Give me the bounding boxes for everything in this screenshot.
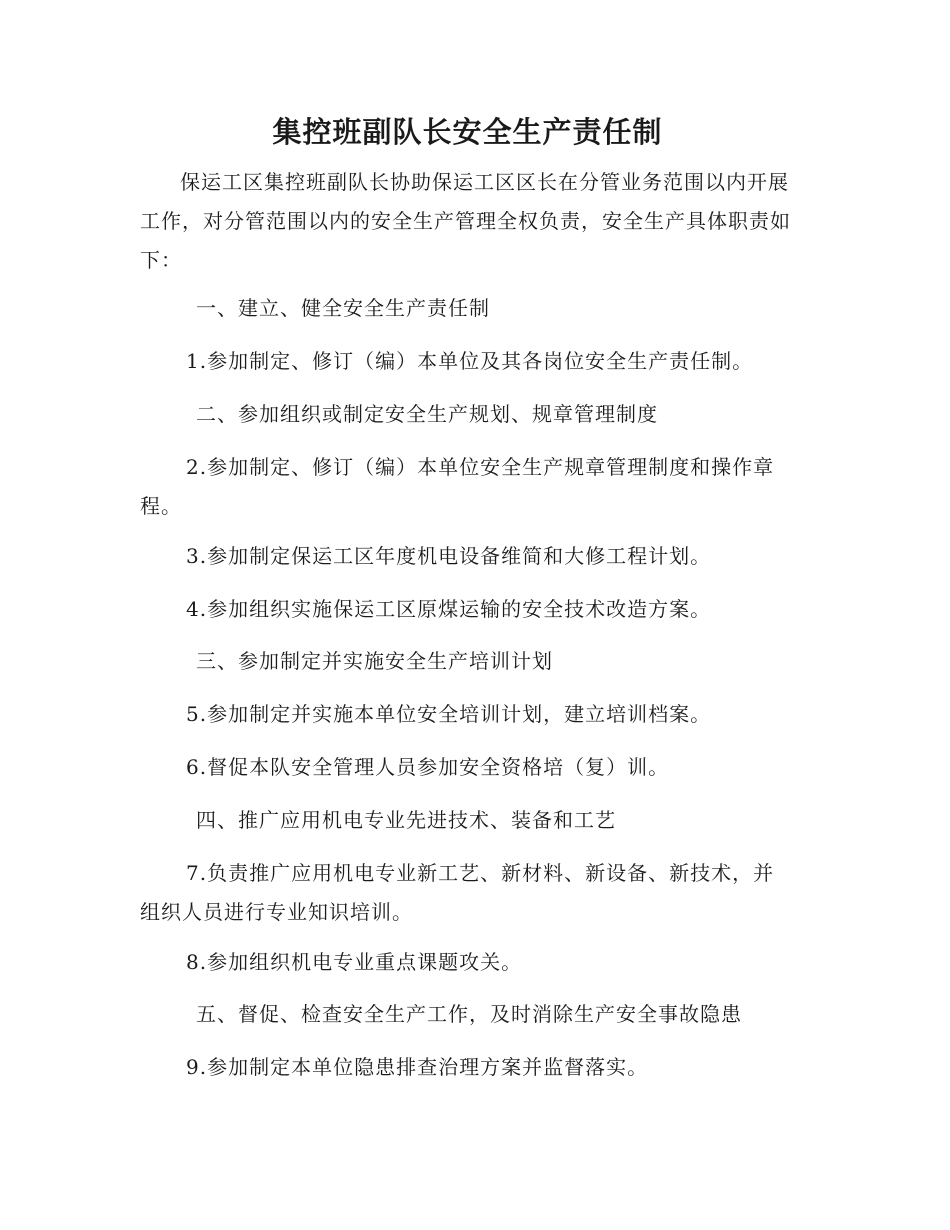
section-heading-3: 三、参加制定并实施安全生产培训计划 [196,649,553,673]
list-item-4: 4.参加组织实施保运工区原煤运输的安全技术改造方案。 [186,597,712,621]
section-heading-5: 五、督促、检查安全生产工作，及时消除生产安全事故隐患 [196,1002,742,1026]
list-item-8: 8.参加组织机电专业重点课题攻关。 [186,950,523,974]
list-item-3: 3.参加制定保运工区年度机电设备维简和大修工程计划。 [186,544,712,568]
list-item-7: 7.负责推广应用机电专业新工艺、新材料、新设备、新技术，并组织人员进行专业知识培训。 [140,861,775,924]
list-item-5: 5.参加制定并实施本单位安全培训计划，建立培训档案。 [186,702,712,726]
section-heading-2: 二、参加组织或制定安全生产规划、规章管理制度 [196,402,658,426]
list-item-2: 2.参加制定、修订（编）本单位安全生产规章管理制度和操作章程。 [140,455,775,518]
section-heading-4: 四、推广应用机电专业先进技术、装备和工艺 [196,808,616,832]
section-heading-1: 一、建立、健全安全生产责任制 [196,296,490,320]
document-title: 集控班副队长安全生产责任制 [272,115,663,149]
list-item-6: 6.督促本队安全管理人员参加安全资格培（复）训。 [186,755,670,779]
list-item-1: 1.参加制定、修订（编）本单位及其各岗位安全生产责任制。 [186,349,754,373]
intro-paragraph: 保运工区集控班副队长协助保运工区区长在分管业务范围以内开展工作，对分管范围以内的安全生产管理全权负责，安全生产具体职责如下： [140,170,791,272]
list-item-9: 9.参加制定本单位隐患排查治理方案并监督落实。 [186,1055,649,1079]
